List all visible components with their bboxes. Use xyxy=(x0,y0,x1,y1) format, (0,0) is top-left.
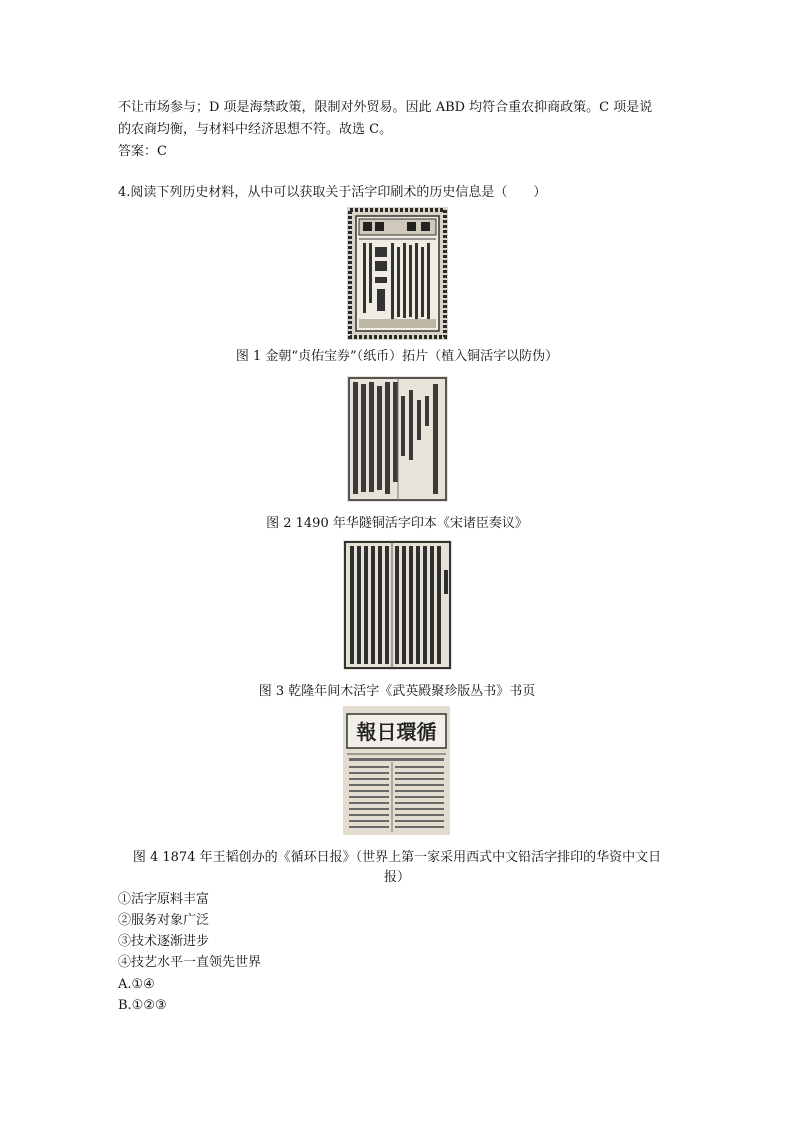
newspaper-masthead: 報日環循 xyxy=(356,720,437,744)
explanation-line-2: 的农商均衡，与材料中经济思想不符。故选 C。 xyxy=(118,122,393,137)
banknote-rubbing-image xyxy=(347,207,448,340)
option-1: ①活字原料丰富 xyxy=(118,892,210,907)
newspaper-image xyxy=(343,706,450,835)
figure-3-caption: 图 3 乾隆年间木活字《武英殿聚珍版丛书》书页 xyxy=(258,684,536,699)
figure-2-caption: 图 2 1490 年华隧铜活字印本《宋诸臣奏议》 xyxy=(266,516,528,531)
option-3: ③技术逐渐进步 xyxy=(118,934,210,949)
wooden-type-page-image xyxy=(343,540,452,670)
option-2: ②服务对象广泛 xyxy=(118,913,210,928)
figure-1-caption: 图 1 金朝“贞佑宝券”（纸币）拓片（植入铜活字以防伪） xyxy=(235,349,559,364)
figure-4-caption-line-1: 图 4 1874 年王韬创办的《循环日报》（世界上第一家采用西式中文铅活字排印的华资中文日 xyxy=(132,850,662,865)
choice-a: A.①④ xyxy=(118,977,155,992)
copper-type-book-image xyxy=(347,376,448,502)
choice-b: B.①②③ xyxy=(118,998,167,1013)
option-4: ④技艺水平一直领先世界 xyxy=(118,955,262,970)
question-stem: 4.阅读下列历史材料，从中可以获取关于活字印刷术的历史信息是（ ） xyxy=(118,185,547,200)
answer-line: 答案：C xyxy=(118,144,167,159)
figure-4-caption-line-2: 报） xyxy=(383,870,410,885)
explanation-line-1: 不让市场参与；D 项是海禁政策，限制对外贸易。因此 ABD 均符合重农抑商政策。C 项是说 xyxy=(118,100,653,115)
